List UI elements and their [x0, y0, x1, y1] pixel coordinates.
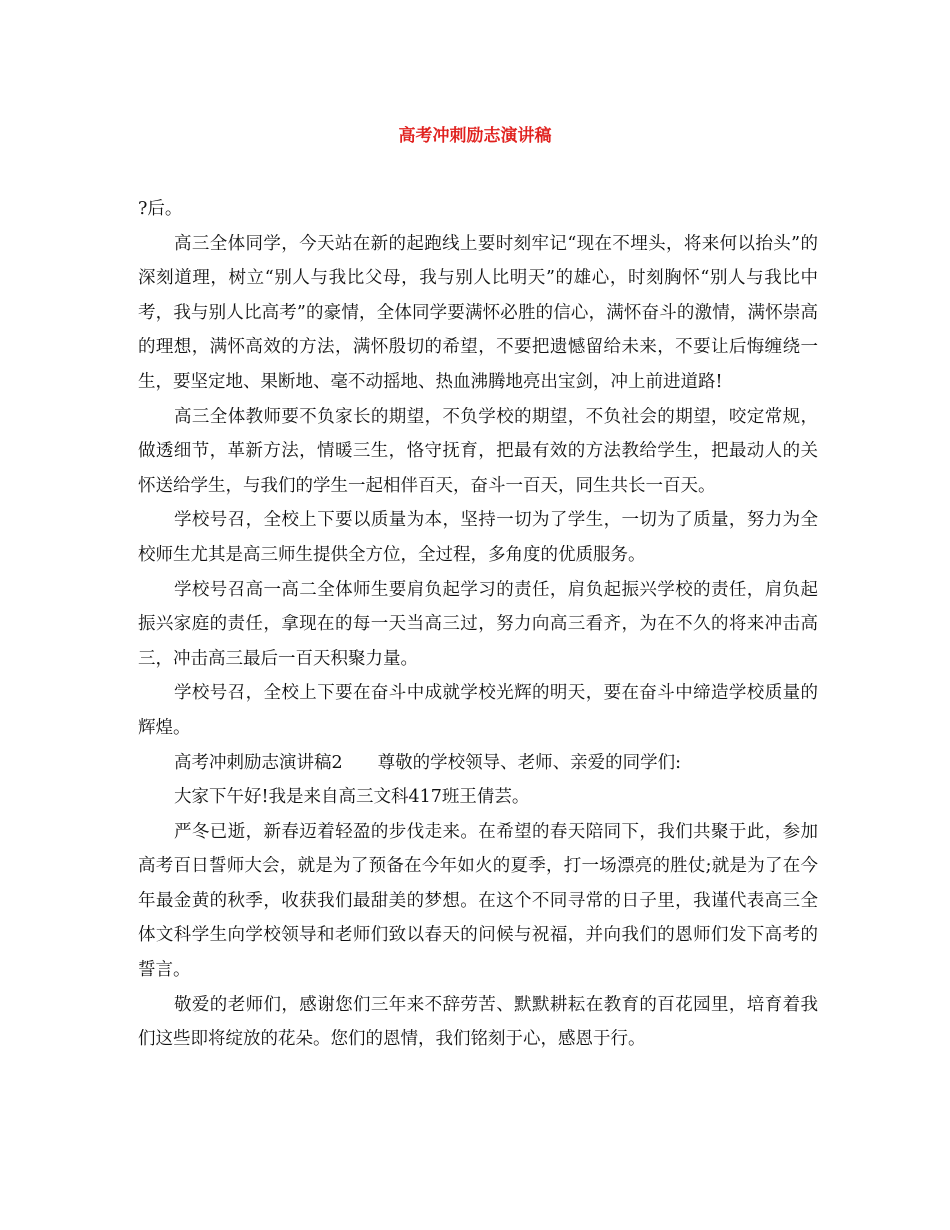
document-title: 高考冲刺励志演讲稿	[398, 126, 552, 146]
paragraph-10: 敬爱的老师们，感谢您们三年来不辞劳苦、默默耕耘在教育的百花园里，培育着我们这些即将绽放的花朵。您们的恩情，我们铭刻于心，感恩于行。	[138, 994, 818, 1050]
paragraph-5: 学校号召高一高二全体师生要肩负起学习的责任，肩负起振兴学校的责任，肩负起振兴家庭的责任，拿现在的每一天当高三过，努力向高三看齐，为在不久的将来冲击高三，冲击高三最后一百天积聚力量。	[138, 579, 818, 669]
paragraph-4: 学校号召，全校上下要以质量为本，坚持一切为了学生，一切为了质量，努力为全校师生尤其是高三师生提供全方位，全过程，多角度的优质服务。	[138, 510, 818, 565]
document-body	[138, 192, 818, 1057]
paragraph-6: 学校号召，全校上下要在奋斗中成就学校光辉的明天，要在奋斗中缔造学校质量的辉煌。	[138, 683, 818, 738]
paragraph-7: 高考冲刺励志演讲稿2 尊敬的学校领导、老师、亲爱的同学们:	[174, 752, 682, 773]
paragraph-2: 高三全体同学，今天站在新的起跑线上要时刻牢记“现在不埋头，将来何以抬头”的深刻道理，树立“别人与我比父母，我与别人比明天”的雄心，时刻胸怀“别人与我比中考，我与别人比高考”的豪情，全体同学要满怀必胜的信心，满怀奋斗的激情，满怀崇高的理想，满怀高效的方法，满怀殷切的希望，不要把遗憾留给未来，不要让后悔缠绕一生，要坚定地、果断地、毫不动摇地、热血沸腾地亮出宝剑，冲上前进道路!	[138, 233, 818, 392]
paragraph-1: ?后。	[138, 199, 183, 219]
paragraph-9: 严冬已逝，新春迈着轻盈的步伐走来。在希望的春天陪同下，我们共聚于此，参加高考百日誓师大会，就是为了预备在今年如火的夏季，打一场漂亮的胜仗;就是为了在今年最金黄的秋季，收获我们最甜美的梦想。在这个不同寻常的日子里，我谨代表高三全体文科学生向学校领导和老师们致以春天的问候与祝福，并向我们的恩师们发下高考的誓言。	[138, 821, 818, 981]
paragraph-3: 高三全体教师要不负家长的期望，不负学校的期望，不负社会的期望，咬定常规，做透细节，革新方法，情暖三生，恪守抚育，把最有效的方法教给学生，把最动人的关怀送给学生，与我们的学生一起相伴百天，奋斗一百天，同生共长一百天。	[138, 406, 818, 496]
paragraph-8: 大家下午好!我是来自高三文科417班王倩芸。	[174, 787, 530, 808]
